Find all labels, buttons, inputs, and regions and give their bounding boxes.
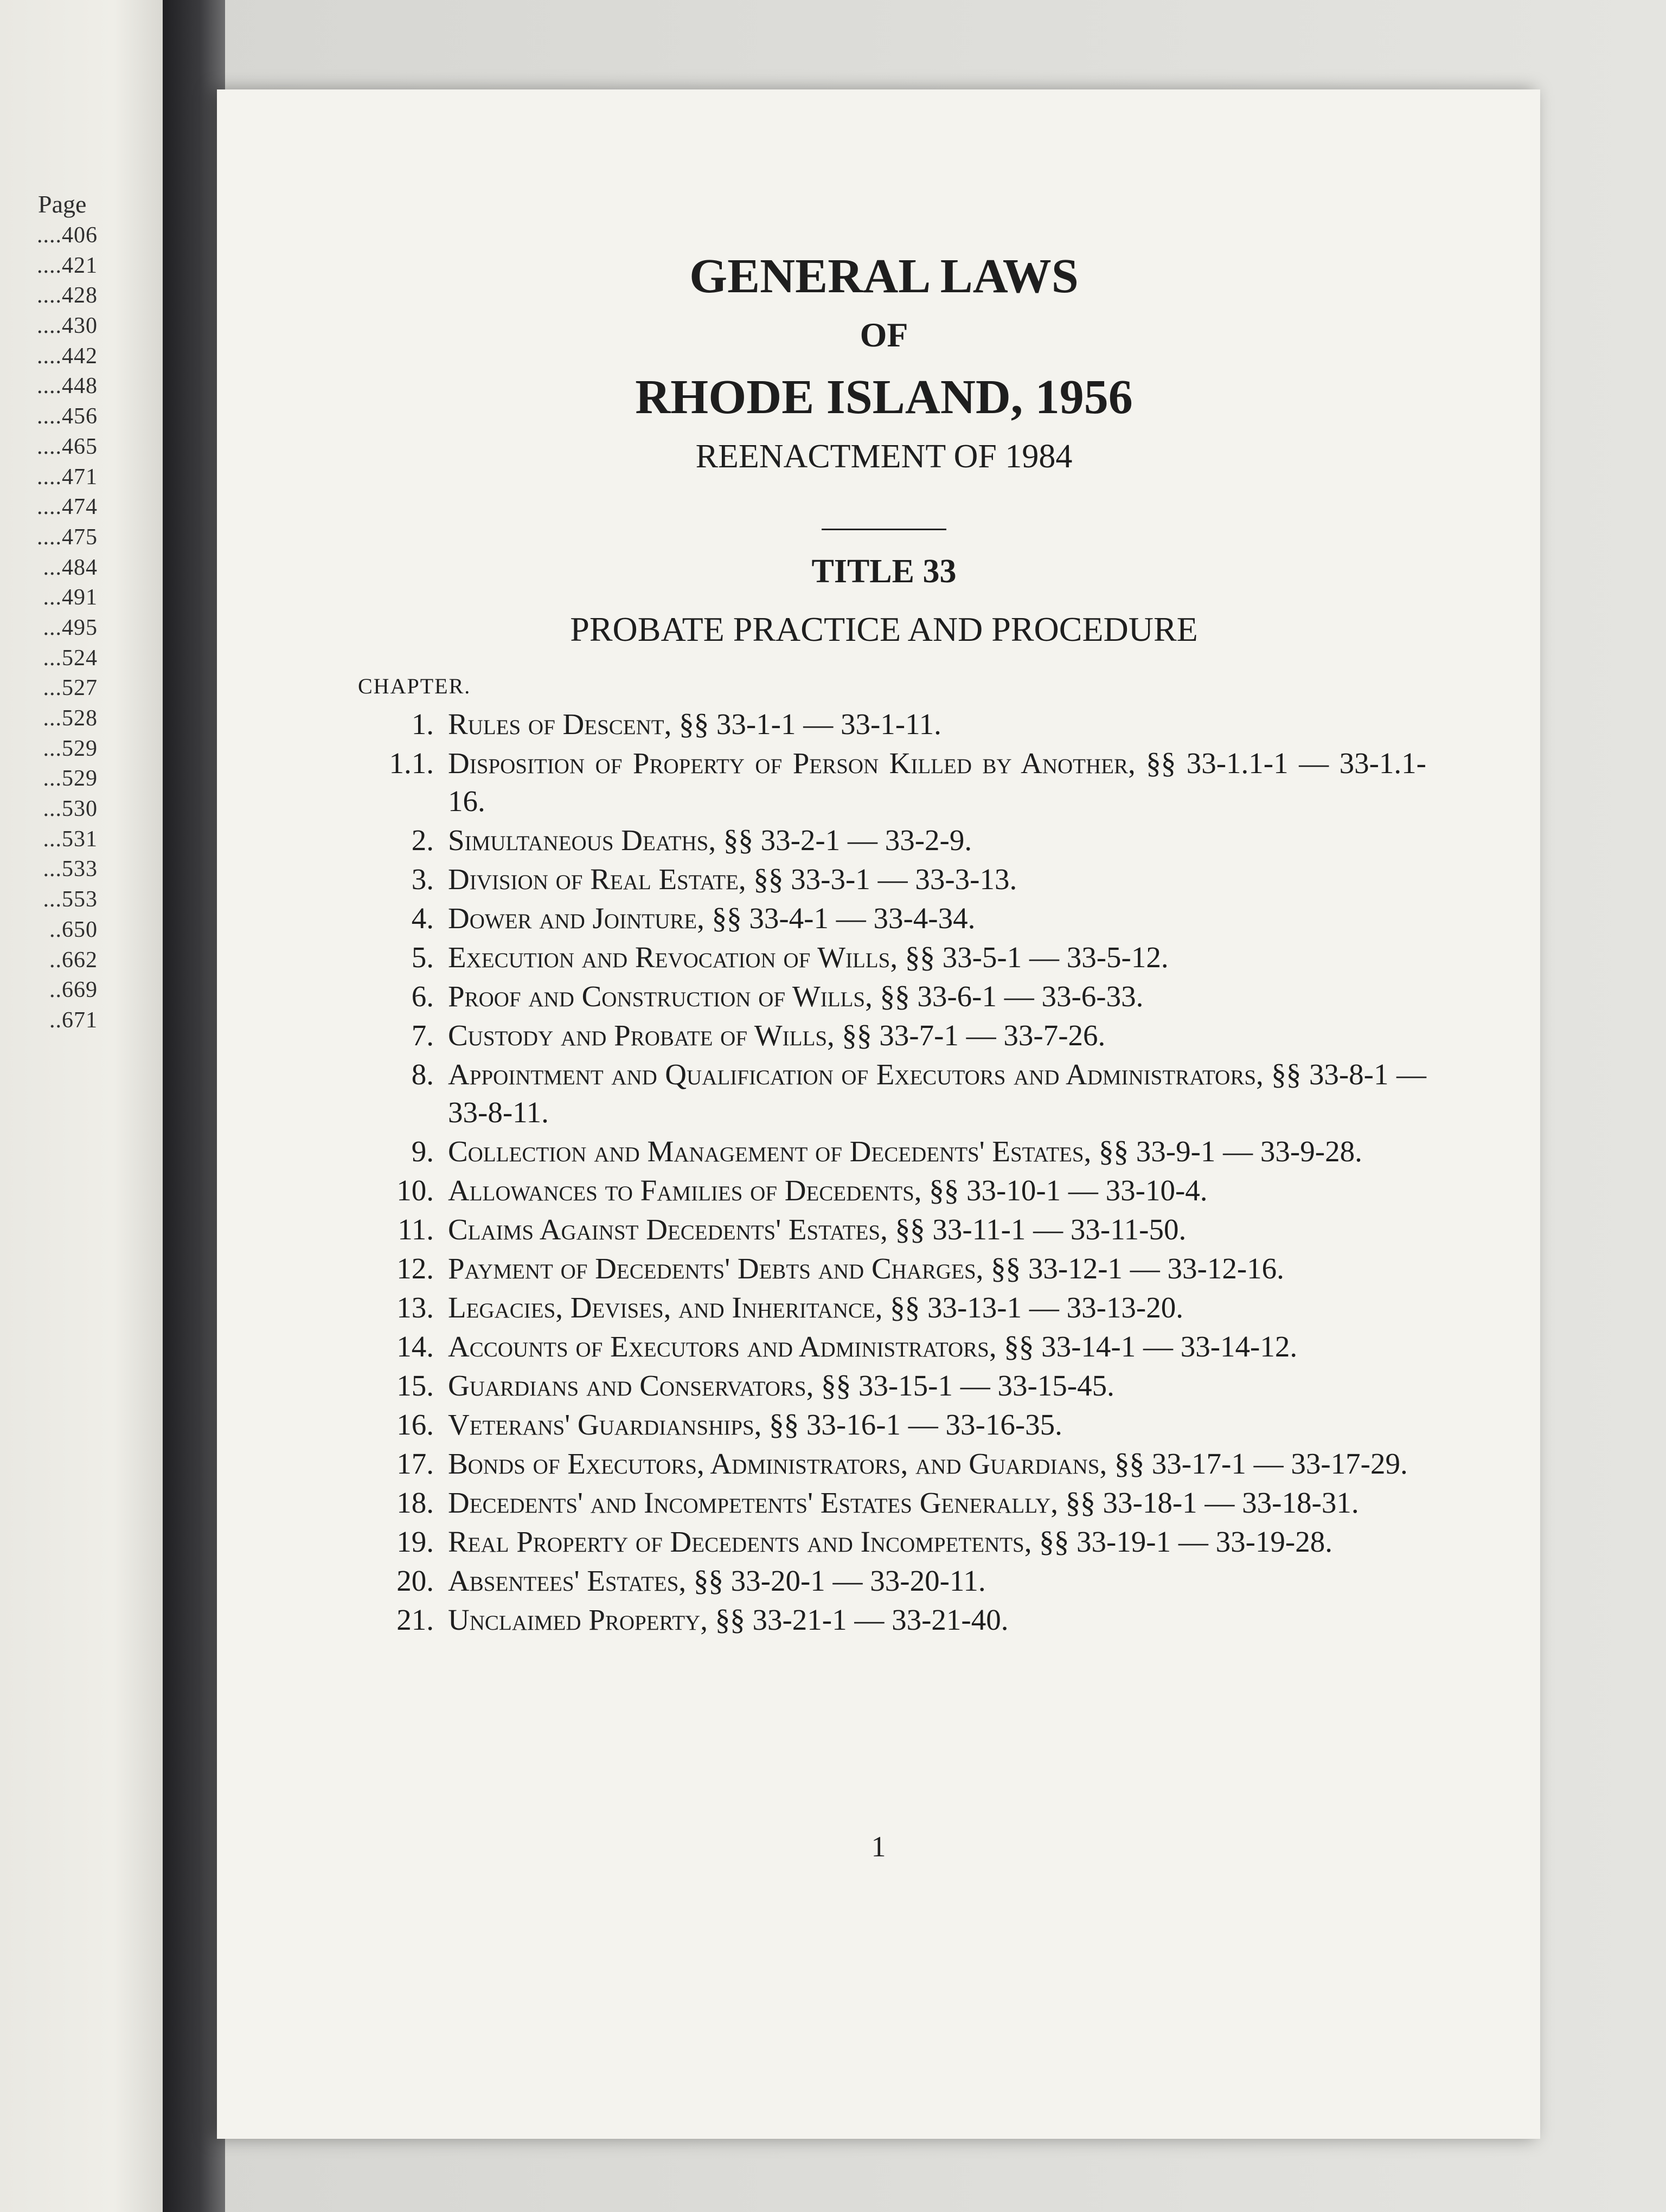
chapter-entry	[342, 1056, 1426, 1131]
chapter-title: Claims Against Decedents' Estates, §§ 33-11-1 — 33-11-50.	[448, 1213, 1187, 1246]
chapter-header: CHAPTER.	[358, 674, 471, 698]
left-page-entry: ...529	[43, 766, 98, 792]
chapter-title: Allowances to Families of Decedents, §§ 33-10-1 — 33-10-4.	[448, 1174, 1208, 1207]
left-page-list	[0, 222, 98, 1038]
right-page	[217, 89, 1540, 2139]
left-page-entry: ....471	[37, 464, 98, 490]
chapter-number: 9.	[411, 1135, 434, 1168]
left-page-entry: ....475	[37, 524, 98, 550]
chapter-title: Real Property of Decedents and Incompetents, §§ 33-19-1 — 33-19-28.	[448, 1525, 1333, 1558]
reenactment-line: REENACTMENT OF 1984	[695, 438, 1073, 475]
chapter-number: 7.	[411, 1019, 434, 1052]
chapter-entry	[342, 860, 1426, 898]
chapter-number: 15.	[396, 1369, 434, 1402]
chapter-entry	[342, 1367, 1426, 1405]
chapter-title: Guardians and Conservators, §§ 33-15-1 — 33-15-45.	[448, 1369, 1114, 1402]
chapter-number: 17.	[396, 1447, 434, 1480]
left-page-entry: ....406	[37, 223, 98, 248]
chapter-entry	[342, 1562, 1426, 1600]
chapter-entry	[342, 1250, 1426, 1288]
chapter-title: Execution and Revocation of Wills, §§ 33-5-1 — 33-5-12.	[448, 941, 1169, 974]
chapter-title: Accounts of Executors and Administrators, §§ 33-14-1 — 33-14-12.	[448, 1330, 1298, 1363]
left-page-entry: ...527	[43, 676, 98, 701]
title-general-laws: GENERAL LAWS	[689, 249, 1079, 303]
chapter-entry	[342, 744, 1426, 820]
left-page-entry: ...484	[43, 555, 98, 580]
chapter-entry	[342, 1172, 1426, 1210]
chapter-entry	[342, 1406, 1426, 1444]
left-page-entry: ...491	[43, 585, 98, 610]
book-spine	[163, 0, 225, 2212]
left-page-entry: ....474	[37, 494, 98, 520]
title-rhode-island: RHODE ISLAND, 1956	[635, 370, 1133, 424]
chapter-number: 1.1.	[389, 747, 434, 780]
chapter-number: 13.	[396, 1291, 434, 1324]
chapter-number: 20.	[396, 1564, 434, 1597]
chapter-number: 8.	[411, 1058, 434, 1091]
left-page-entry: ...495	[43, 615, 98, 640]
chapter-number: 6.	[411, 980, 434, 1013]
left-page-entry: ....456	[37, 404, 98, 429]
chapter-entry	[342, 1328, 1426, 1366]
chapter-number: 1.	[411, 708, 434, 741]
left-page-entry: ...530	[43, 796, 98, 822]
chapter-number: 2.	[411, 824, 434, 857]
chapter-number: 16.	[396, 1408, 434, 1441]
chapter-title: Disposition of Property of Person Killed by Another, §§ 33-1.1-1 — 33-1.1-16.	[448, 747, 1426, 818]
chapter-entry	[342, 1289, 1426, 1327]
chapter-title: Decedents' and Incompetents' Estates Generally, §§ 33-18-1 — 33-18-31.	[448, 1486, 1359, 1519]
chapter-entry	[342, 938, 1426, 976]
left-page-entry: ...529	[43, 736, 98, 761]
chapter-title: Absentees' Estates, §§ 33-20-1 — 33-20-11.	[448, 1564, 986, 1597]
chapter-title: Custody and Probate of Wills, §§ 33-7-1 — 33-7-26.	[448, 1019, 1106, 1052]
divider-rule	[822, 529, 946, 530]
chapter-entry	[342, 705, 1426, 743]
chapter-entry	[342, 821, 1426, 859]
left-page-entry: ...528	[43, 706, 98, 731]
chapter-number: 14.	[396, 1330, 434, 1363]
left-page-entry: ..669	[49, 978, 98, 1003]
chapter-entry	[342, 978, 1426, 1015]
chapter-entry	[342, 1601, 1426, 1639]
chapter-title: Collection and Management of Decedents' Estates, §§ 33-9-1 — 33-9-28.	[448, 1135, 1362, 1168]
title-number: TITLE 33	[811, 553, 957, 590]
chapter-entry	[342, 1445, 1426, 1483]
chapter-title: Bonds of Executors, Administrators, and Guardians, §§ 33-17-1 — 33-17-29.	[448, 1447, 1408, 1480]
left-page-entry: ...524	[43, 645, 98, 671]
chapter-title: Unclaimed Property, §§ 33-21-1 — 33-21-40.	[448, 1603, 1009, 1636]
chapter-title: Simultaneous Deaths, §§ 33-2-1 — 33-2-9.	[448, 824, 972, 857]
chapter-number: 18.	[396, 1486, 434, 1519]
left-page-entry: ....421	[37, 253, 98, 278]
left-page-entry: ....465	[37, 434, 98, 459]
chapter-number: 10.	[396, 1174, 434, 1207]
left-page-entry: ..662	[49, 947, 98, 973]
chapter-number: 4.	[411, 902, 434, 935]
left-page	[0, 0, 163, 2212]
chapter-title: Rules of Descent, §§ 33-1-1 — 33-1-11.	[448, 708, 941, 741]
chapter-entry	[342, 1211, 1426, 1249]
page-content	[342, 247, 1426, 1640]
chapter-title: Veterans' Guardianships, §§ 33-16-1 — 33-16-35.	[448, 1408, 1062, 1441]
left-page-entry: ...553	[43, 887, 98, 912]
left-page-entry: ....428	[37, 283, 98, 308]
chapter-number: 11.	[398, 1213, 434, 1246]
left-page-entry: ..650	[49, 917, 98, 942]
chapter-number: 5.	[411, 941, 434, 974]
left-page-entry: ....430	[37, 313, 98, 339]
left-page-entry: ...533	[43, 857, 98, 882]
chapter-title: Dower and Jointure, §§ 33-4-1 — 33-4-34.	[448, 902, 976, 935]
left-page-entry: ..671	[49, 1007, 98, 1033]
chapter-entry	[342, 899, 1426, 937]
chapter-entry	[342, 1523, 1426, 1561]
title-name: PROBATE PRACTICE AND PROCEDURE	[570, 610, 1198, 648]
chapter-entry	[342, 1133, 1426, 1171]
chapter-title: Legacies, Devises, and Inheritance, §§ 33-13-1 — 33-13-20.	[448, 1291, 1183, 1324]
chapter-list	[342, 705, 1426, 1639]
chapter-title: Proof and Construction of Wills, §§ 33-6-1 — 33-6-33.	[448, 980, 1144, 1013]
chapter-title: Division of Real Estate, §§ 33-3-1 — 33-3-13.	[448, 863, 1017, 896]
page-number: 1	[871, 1830, 886, 1863]
title-of: OF	[860, 316, 908, 354]
chapter-entry	[342, 1017, 1426, 1054]
left-page-header: Page	[38, 190, 87, 218]
chapter-number: 3.	[411, 863, 434, 896]
chapter-number: 19.	[396, 1525, 434, 1558]
chapter-title: Payment of Decedents' Debts and Charges, §§ 33-12-1 — 33-12-16.	[448, 1252, 1284, 1285]
chapter-title: Appointment and Qualification of Executors and Administrators, §§ 33-8-1 — 33-8-11.	[448, 1058, 1426, 1129]
chapter-number: 21.	[396, 1603, 434, 1636]
chapter-number: 12.	[396, 1252, 434, 1285]
chapter-entry	[342, 1484, 1426, 1522]
left-page-entry: ....448	[37, 374, 98, 399]
left-page-entry: ...531	[43, 826, 98, 852]
left-page-entry: ....442	[37, 343, 98, 369]
